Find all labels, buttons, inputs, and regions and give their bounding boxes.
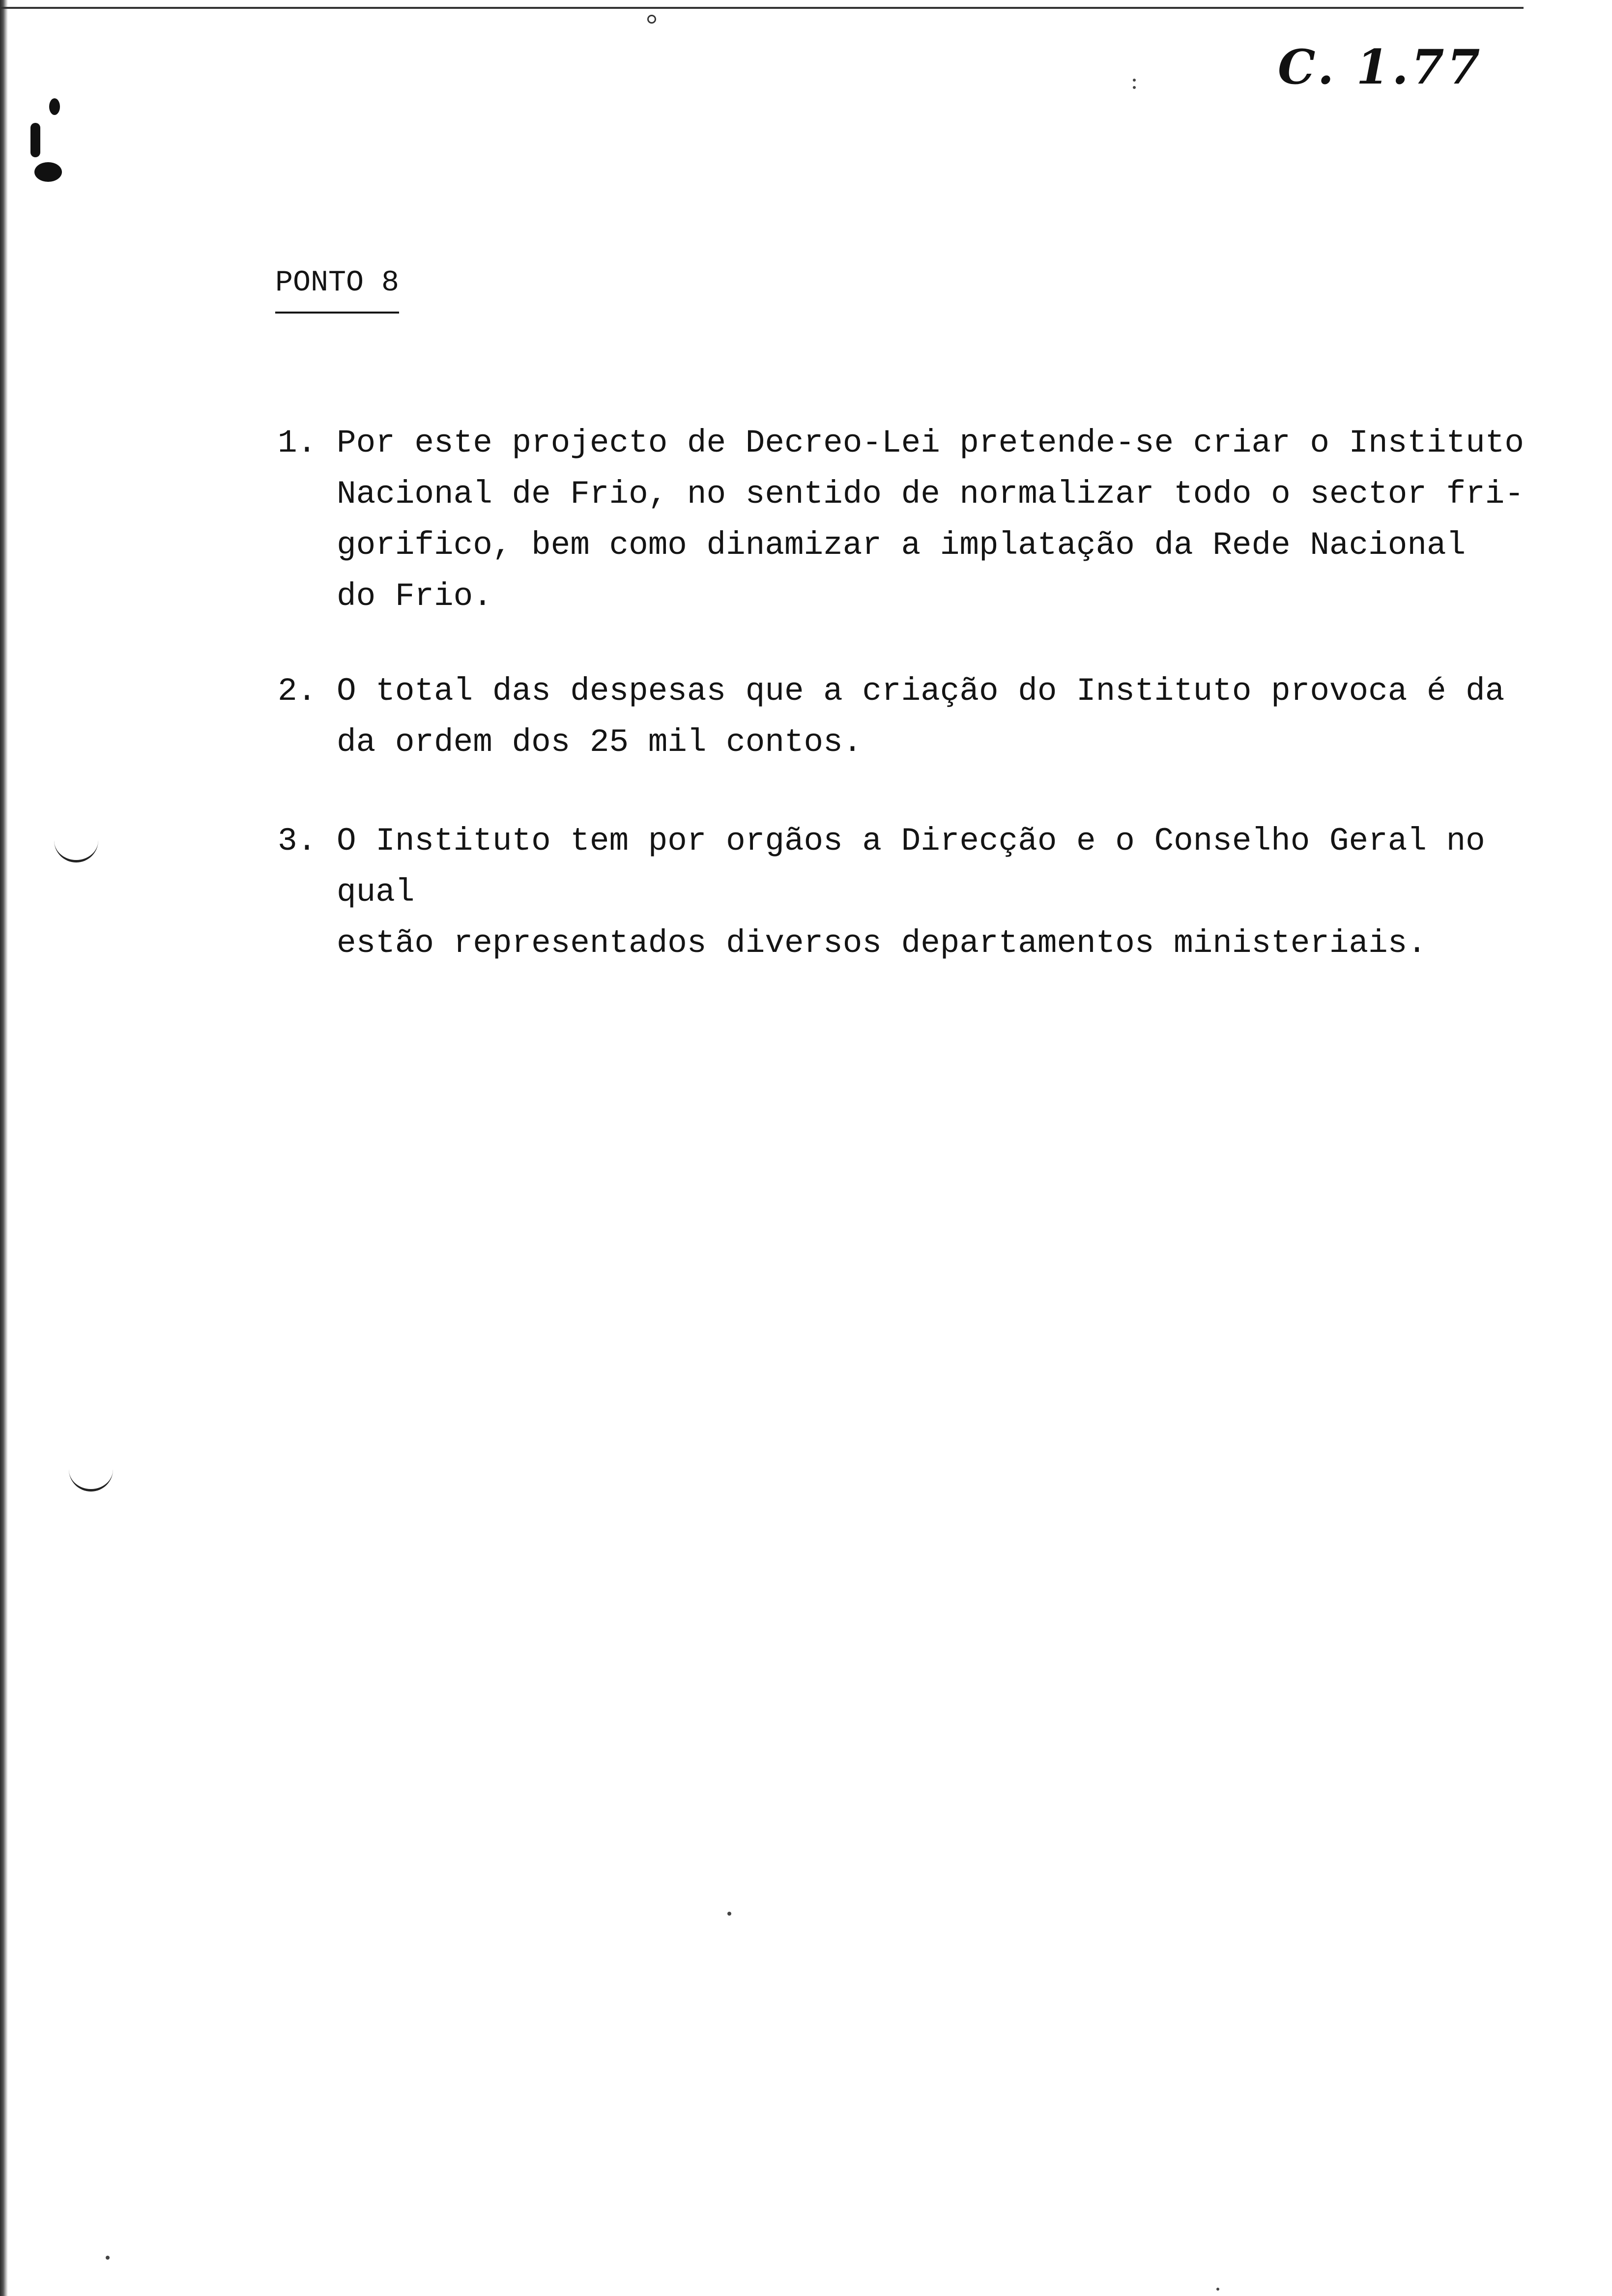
list-item-text: O total das despesas que a criação do Instituto provoca é da da ordem dos 25 mil contos. (337, 673, 1505, 761)
scan-speck (727, 1912, 731, 1916)
handwritten-reference-mark: C. 1.77 (1278, 39, 1483, 95)
list-item-text: O Instituto tem por orgãos a Direcção e o Conselho Geral no qual estão representados diversos departamentos ministeriais. (337, 823, 1485, 962)
list-item (278, 816, 1565, 969)
punch-hole-arc (54, 840, 98, 862)
scan-speck (106, 2256, 110, 2260)
scan-speck (1133, 86, 1136, 89)
list-item-number: 3. (278, 823, 317, 860)
scan-speck (1133, 79, 1136, 82)
ink-dot (49, 98, 60, 115)
list-item-number: 2. (278, 673, 317, 710)
list-item-text: Por este projecto de Decreo-Lei pretende-se criar o Instituto Nacional de Frio, no sentido de normalizar todo o sector fri- gorifico, bem como dinamizar a implatação da Rede Nacional do Frio. (337, 425, 1524, 615)
scan-speck (1216, 2288, 1219, 2291)
scan-speck (647, 15, 656, 24)
ink-blot (34, 162, 62, 182)
list-item-number: 1. (278, 425, 317, 461)
list-item (278, 666, 1565, 768)
punch-hole-arc (69, 1469, 113, 1492)
top-rule (0, 7, 1524, 9)
ink-blot (30, 123, 40, 157)
scan-edge (0, 0, 8, 2296)
list-item (278, 418, 1565, 622)
section-heading: PONTO 8 (275, 265, 399, 314)
